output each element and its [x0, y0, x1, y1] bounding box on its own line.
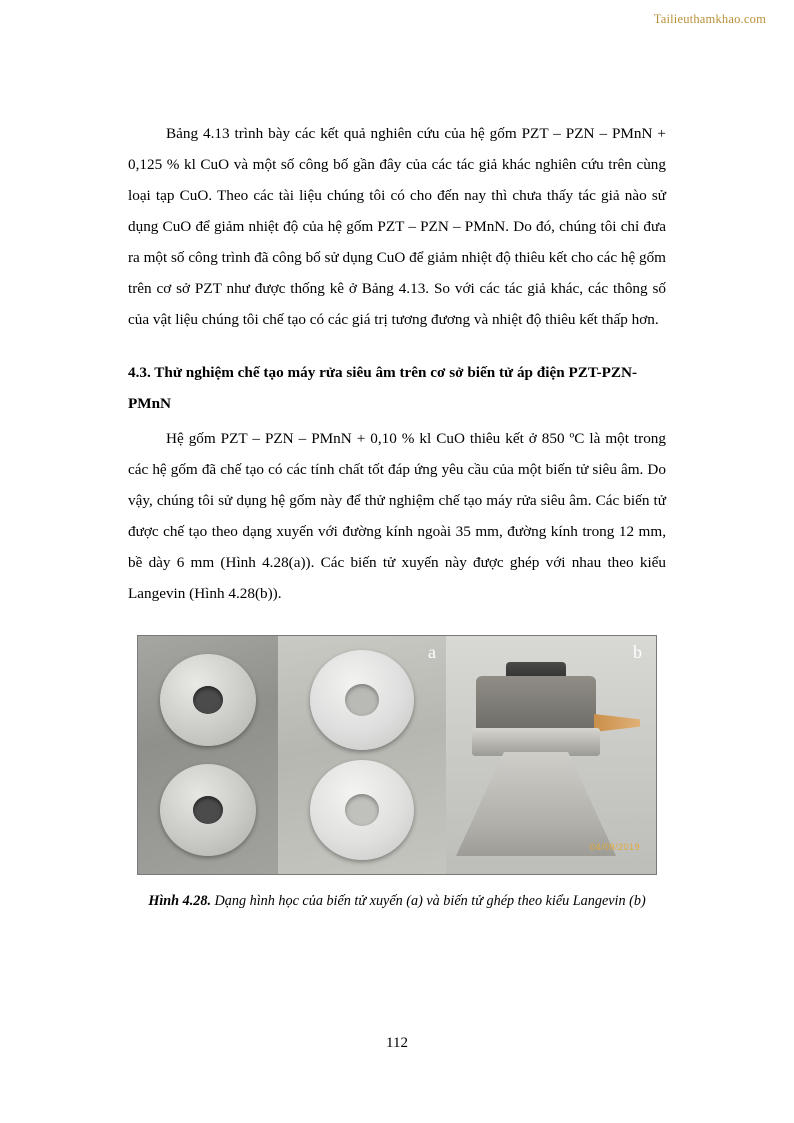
ring-hole: [345, 794, 379, 826]
transducer-horn: [456, 752, 616, 856]
photo-panel-rings-polished: [278, 636, 446, 874]
ceramic-ring-top-raw: [160, 654, 256, 746]
figure-caption-text: Dạng hình học của biến tử xuyến (a) và biến tử ghép theo kiểu Langevin (b): [211, 893, 646, 909]
ceramic-ring-top-polished: [310, 650, 414, 750]
page-content: [128, 118, 666, 913]
watermark-text: Tailieuthamkhao.com: [653, 12, 766, 26]
ceramic-ring-bottom-raw: [160, 764, 256, 856]
figure-caption-number: Hình 4.28.: [148, 893, 211, 909]
ceramic-ring-bottom-polished: [310, 760, 414, 860]
figure-panel-label-b: b: [633, 642, 642, 662]
transducer-ceramic-stack: [472, 728, 600, 756]
photo-date-stamp: 04/09/2019: [589, 842, 640, 852]
photo-panel-langevin-transducer: [446, 636, 656, 874]
paragraph-2: Hệ gốm PZT – PZN – PMnN + 0,10 % kl CuO thiêu kết ở 850 ºC là một trong các hệ gốm đã chế tạo có các tính chất tốt đáp ứng yêu cầu của một biến tử siêu âm. Do vậy, chúng tôi sử dụng hệ gốm này để thử nghiệm chế tạo máy rửa siêu âm. Các biến tử được chế tạo theo dạng xuyến với đường kính ngoài 35 mm, đường kính trong 12 mm, bề dày 6 mm (Hình 4.28(a)). Các biến tử xuyến này được ghép với nhau theo kiểu Langevin (Hình 4.28(b)).: [128, 430, 666, 602]
figure-4-28: [128, 635, 666, 875]
photo-panel-rings-raw: [138, 636, 278, 874]
section-heading-4-3: 4.3. Thử nghiệm chế tạo máy rửa siêu âm trên cơ sở biến tử áp điện PZT-PZN-PMnN: [128, 364, 638, 412]
ring-hole: [193, 796, 223, 824]
transducer-back-mass: [476, 676, 596, 732]
page-number: 112: [386, 1035, 408, 1051]
paragraph-1: Bảng 4.13 trình bày các kết quả nghiên cứu của hệ gốm PZT – PZN – PMnN + 0,125 % kl CuO và một số công bố gần đây của các tác giả khác nghiên cứu trên cùng loại tạp CuO. Theo các tài liệu chúng tôi có cho đến nay thì chưa thấy tác giả nào sử dụng CuO để giảm nhiệt độ của hệ gốm PZT – PZN – PMnN. Do đó, chúng tôi chỉ đưa ra một số công trình đã công bố sử dụng CuO để giảm nhiệt độ thiêu kết cho các hệ gốm trên cơ sở PZT như được thống kê ở Bảng 4.13. So với các tác giả khác, các thông số của vật liệu chúng tôi chế tạo có các giá trị tương đương và nhiệt độ thiêu kết thấp hơn.: [128, 125, 666, 328]
figure-caption: [128, 889, 666, 913]
transducer-wire: [594, 714, 640, 732]
ring-hole: [193, 686, 223, 714]
figure-image-frame: [137, 635, 657, 875]
ring-hole: [345, 684, 379, 716]
figure-panel-label-a: a: [428, 642, 436, 662]
